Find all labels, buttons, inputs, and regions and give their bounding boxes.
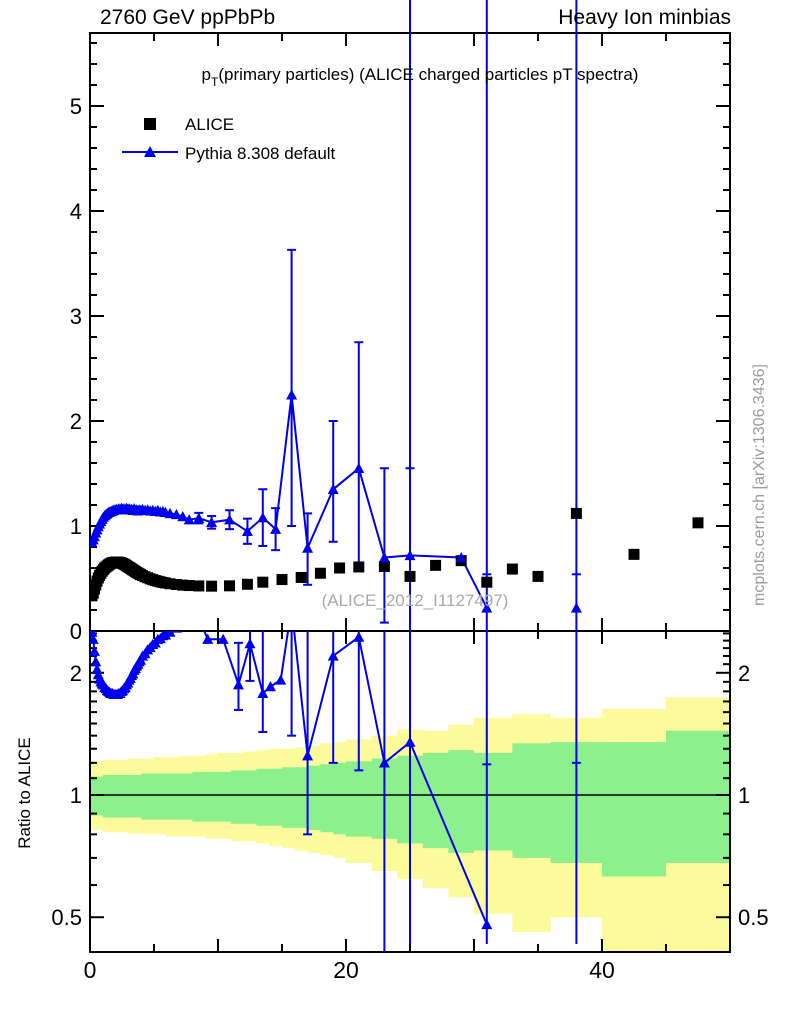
legend-pythia-label: Pythia 8.308 default — [185, 144, 336, 163]
axis-tick-label: 0.5 — [738, 905, 769, 931]
ratio-axis-title: Ratio to ALICE — [15, 737, 34, 849]
legend-alice-label: ALICE — [185, 115, 235, 134]
axis-tick-label: 5 — [69, 94, 82, 119]
plot-title-prefix: p — [201, 65, 212, 84]
alice-data-point — [334, 563, 345, 574]
axis-tick-label: 1 — [69, 514, 82, 539]
mc-data-point — [571, 602, 582, 612]
alice-data-point — [571, 508, 582, 519]
mc-data-point — [265, 681, 276, 691]
axis-tick-label: 2 — [738, 660, 751, 686]
alice-data-point — [481, 577, 492, 588]
alice-data-point — [405, 571, 416, 582]
chart-layer — [51, 0, 768, 1024]
legend-alice-square-marker — [144, 118, 156, 130]
axis-tick-label: 3 — [69, 304, 82, 329]
mcplots-arxiv-side-note: mcplots.cern.ch [arXiv:1306.3436] — [751, 364, 768, 606]
alice-data-point — [193, 580, 204, 591]
mc-data-point — [184, 616, 195, 626]
axis-tick-label: 0 — [69, 619, 82, 644]
plot-title-suffix: (primary particles) (ALICE charged particles pT spectra) — [218, 65, 639, 84]
axis-tick-label: 4 — [69, 199, 82, 224]
mc-data-point — [286, 602, 297, 612]
mc-data-point — [193, 513, 204, 523]
mc-data-point — [257, 512, 268, 522]
mc-data-point — [193, 613, 204, 623]
alice-data-point — [184, 580, 195, 591]
mc-data-point — [353, 463, 364, 473]
analysis-watermark: (ALICE_2012_I1127497) — [321, 591, 509, 610]
mc-data-point — [245, 638, 256, 648]
mc-data-point — [481, 919, 492, 929]
mc-data-point — [90, 656, 101, 666]
axis-tick-label: 1 — [738, 783, 751, 808]
mc-data-point — [177, 620, 188, 630]
alice-data-point — [257, 577, 268, 588]
alice-data-point — [277, 574, 288, 585]
alice-data-point — [533, 571, 544, 582]
alice-data-point — [296, 572, 307, 583]
alice-data-point — [206, 581, 217, 592]
axis-tick-label: 2 — [69, 660, 82, 686]
axis-tick-label: 0.5 — [51, 905, 82, 931]
alice-data-point — [242, 579, 253, 590]
axis-tick-label: 2 — [69, 409, 82, 434]
axis-tick-label: 1 — [69, 783, 82, 808]
axis-tick-label: 0 — [83, 957, 97, 983]
mc-data-point — [302, 543, 313, 553]
alice-data-point — [379, 561, 390, 572]
mc-data-point — [286, 389, 297, 399]
plot-title-subscript: T — [211, 75, 219, 89]
axis-tick-label: 20 — [333, 957, 359, 983]
alice-data-point — [507, 564, 518, 575]
alice-data-point — [430, 560, 441, 571]
plot-title — [202, 65, 639, 89]
main-panel-series — [86, 250, 703, 623]
mc-data-point — [275, 674, 286, 684]
alice-data-point — [224, 580, 235, 591]
alice-data-point — [693, 517, 704, 528]
mc-data-point — [171, 622, 182, 632]
mc-data-point — [233, 679, 244, 689]
alice-data-point — [629, 549, 640, 560]
header-process-label: Heavy Ion minbias — [558, 6, 731, 29]
legend — [122, 115, 336, 163]
header-beam-label: 2760 GeV ppPbPb — [100, 6, 276, 29]
alice-data-point — [353, 561, 364, 572]
alice-data-point — [315, 568, 326, 579]
mc-data-point — [353, 631, 364, 641]
axis-tick-label: 40 — [589, 957, 615, 983]
